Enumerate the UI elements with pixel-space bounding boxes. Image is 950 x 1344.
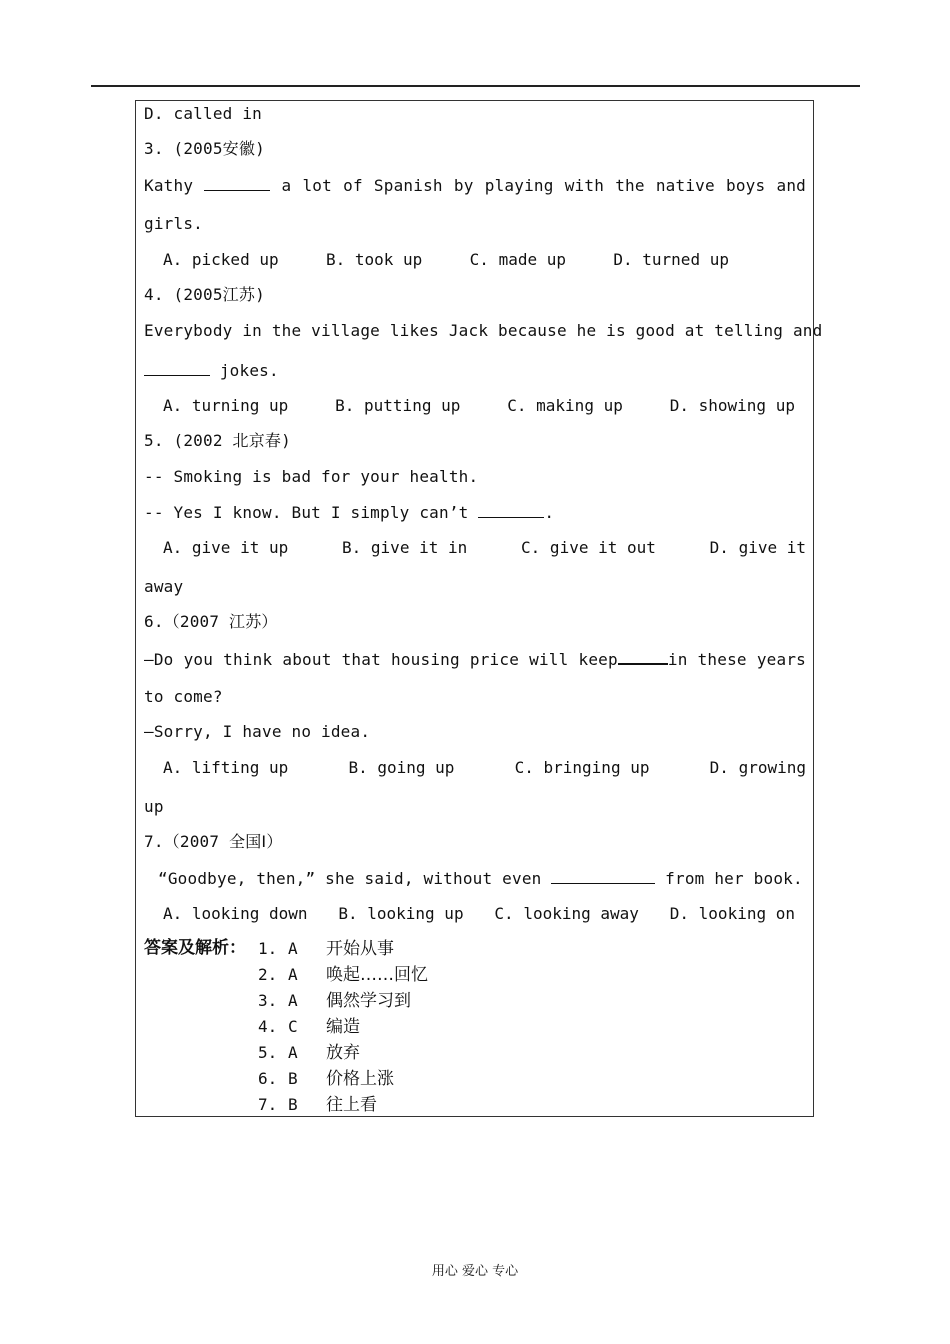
answers-heading: 答案及解析：: [144, 938, 246, 958]
q5-option-a: A. give it up: [163, 538, 289, 557]
answer-2-note: 唤起……回忆: [326, 965, 428, 985]
answer-6-key: B: [288, 1069, 298, 1088]
answer-1-number: 1.: [258, 939, 278, 958]
q6-stem-line3: —Sorry, I have no idea.: [144, 722, 371, 741]
q3-option-c: C. made up: [469, 250, 566, 269]
q5-options: [163, 538, 806, 558]
q4-option-c: C. making up: [507, 396, 623, 415]
answer-5-key: A: [288, 1043, 298, 1062]
answer-6-note: 价格上涨: [326, 1069, 394, 1089]
answer-7-key: B: [288, 1095, 298, 1114]
answer-2-key: A: [288, 965, 298, 984]
q4-stem-line2: jokes.: [144, 360, 279, 381]
answer-7-note: 往上看: [326, 1095, 377, 1115]
answer-5-note: 放弃: [326, 1043, 360, 1063]
q4-option-a: A. turning up: [163, 396, 289, 415]
q6-stem-line1: —Do you think about that housing price will keep in these years: [144, 650, 806, 669]
q6-option-a: A. lifting up: [163, 758, 289, 777]
q4-options: [163, 396, 795, 416]
q5-stem-line2: -- Yes I know. But I simply can’t .: [144, 503, 555, 522]
q4-header: 4. (2005江苏): [144, 285, 265, 304]
q5-stem-line1: -- Smoking is bad for your health.: [144, 467, 479, 486]
q6-option-d: D. growing: [709, 758, 806, 777]
q5-option-c: C. give it out: [521, 538, 656, 557]
answer-4-key: C: [288, 1017, 298, 1036]
q6-options: [163, 758, 806, 778]
q6-option-d-wrap: up: [144, 797, 164, 816]
q7-option-a: A. looking down: [163, 904, 308, 923]
q7-stem-line1: “Goodbye, then,” she said, without even from her book.: [158, 869, 803, 888]
answer-3-key: A: [288, 991, 298, 1010]
answer-1-key: A: [288, 939, 298, 958]
answer-1-note: 开始从事: [326, 939, 394, 959]
answer-3-number: 3.: [258, 991, 278, 1010]
answer-7-number: 7.: [258, 1095, 278, 1114]
answer-3-note: 偶然学习到: [326, 991, 411, 1011]
page-footer: 用心 爱心 专心: [431, 1264, 519, 1279]
q7-option-c: C. looking away: [494, 904, 639, 923]
q3-option-a: A. picked up: [163, 250, 279, 269]
q7-header: 7.（2007 全国Ⅰ）: [144, 832, 283, 851]
q4-option-d: D. showing up: [669, 396, 795, 415]
q3-option-b: B. took up: [325, 250, 423, 269]
q3-stem-line1: Kathy a lot of Spanish by playing with the native boys and: [144, 176, 806, 195]
q7-option-b: B. looking up: [338, 904, 464, 923]
q5-header: 5. (2002 北京春): [144, 431, 291, 450]
q5-option-d-wrap: away: [144, 577, 184, 596]
q4-option-b: B. putting up: [335, 396, 461, 415]
answer-2-number: 2.: [258, 965, 278, 984]
q3-header: 3. (2005安徽): [144, 139, 265, 158]
answer-5-number: 5.: [258, 1043, 278, 1062]
q5-option-b: B. give it in: [342, 538, 468, 557]
header-rule: [91, 85, 860, 87]
q5-blank: [478, 502, 544, 518]
q3-options: [163, 250, 729, 270]
q2-option-d: D. called in: [144, 104, 262, 123]
q3-blank: [204, 175, 270, 191]
q7-blank: [551, 868, 655, 884]
q6-option-c: C. bringing up: [514, 758, 650, 777]
answer-6-number: 6.: [258, 1069, 278, 1088]
q4-blank: [144, 360, 210, 376]
q6-option-b: B. going up: [348, 758, 455, 777]
q6-header: 6.（2007 江苏）: [144, 612, 278, 631]
q3-option-d: D. turned up: [613, 250, 729, 269]
answer-4-note: 编造: [326, 1017, 360, 1037]
q4-stem-line1: Everybody in the village likes Jack because he is good at telling and: [144, 321, 823, 340]
answer-4-number: 4.: [258, 1017, 278, 1036]
q7-option-d: D. looking on: [669, 904, 795, 923]
q6-blank: [618, 648, 668, 665]
q5-option-d: D. give it: [709, 538, 806, 557]
q7-options: [163, 904, 795, 924]
q3-stem-line2: girls.: [144, 214, 203, 233]
q6-stem-line2: to come?: [144, 687, 223, 706]
